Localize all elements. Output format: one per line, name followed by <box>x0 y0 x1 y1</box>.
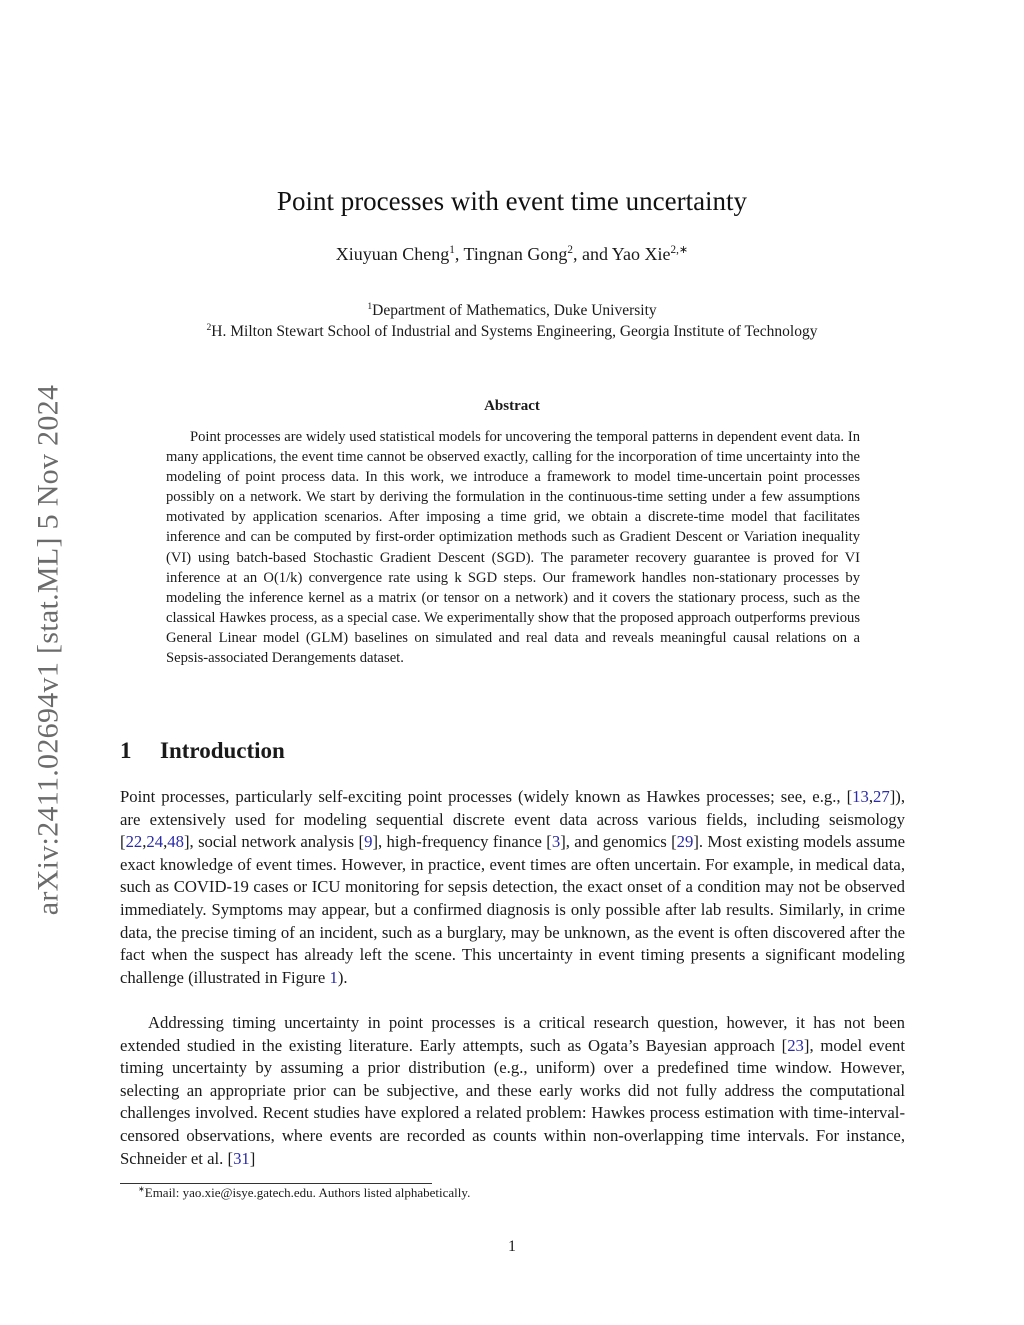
citation-link[interactable]: 3 <box>551 832 561 852</box>
citation-link[interactable]: 22 <box>125 832 143 852</box>
section-heading-introduction <box>120 738 285 764</box>
paragraph-text: , <box>163 832 168 852</box>
intro-paragraph-2 <box>120 1012 905 1170</box>
paragraph-text: Point processes, particularly self-exciting point processes (widely known as Hawkes processes; see, e.g., [ <box>120 787 853 806</box>
citation-link[interactable]: 1 <box>329 967 338 987</box>
abstract-body: Point processes are widely used statistical models for uncovering the temporal patterns in dependent event data. In many applications, the event time cannot be observed exactly, calling for the incorporation of time uncertainty into the modeling of point process data. In this work, we introduce a framework to model time-uncertain point processes possibly on a network. We start by deriving the formulation in the continuous-time setting under a few assumptions motivated by application scenarios. After imposing a time grid, we obtain a discrete-time model that facilitates inference and can be computed by first-order optimization methods such as Gradient Descent or Variation inequality (VI) using batch-based Stochastic Gradient Descent (SGD). The parameter recovery guarantee is proved for VI inference at an O(1/k) convergence rate using k SGD steps. Our framework handles non-stationary processes by modeling the inference kernel as a matrix (or tensor on a network) and it covers the stationary process, such as the classical Hawkes process, as a special case. We experimentally show that the proposed approach outperforms previous General Linear model (GLM) baselines on simulated and real data and reveals meaningful causal relations on a Sepsis-associated Derangements dataset. <box>166 429 860 667</box>
affiliation-text: H. Milton Stewart School of Industrial and Systems Engineering, Georgia Institute of Technology <box>211 323 818 340</box>
author-name: Xiuyuan Cheng <box>335 244 450 264</box>
section-title: Introduction <box>160 738 285 763</box>
page-number: 1 <box>508 1238 516 1255</box>
paragraph-text: ]), are extensively used for modeling sequential discrete event data across various fields, including seismology [ <box>120 787 905 852</box>
arxiv-identifier-sidebar <box>18 350 78 950</box>
affiliation-2 <box>0 323 1024 341</box>
paragraph-text: ] <box>249 1148 256 1168</box>
author-separator: , and <box>572 244 612 264</box>
arxiv-identifier: arXiv:2411.02694v1 [stat.ML] 5 Nov 2024 <box>31 384 65 916</box>
author-name: Tingnan Gong <box>463 244 568 264</box>
author-separator: , <box>454 244 464 264</box>
paragraph-text: ). <box>337 967 348 987</box>
author-list <box>0 244 1024 265</box>
affiliation-text: Department of Mathematics, Duke University <box>372 302 657 319</box>
citation-link[interactable]: 23 <box>787 1035 804 1055</box>
footnote <box>138 1185 470 1201</box>
paragraph-text: , <box>142 832 147 852</box>
affiliation-marker: 2 <box>206 321 212 333</box>
author-affiliation-marker: 2 <box>567 244 573 256</box>
paper-title: Point processes with event time uncertainty <box>276 186 748 216</box>
citation-link[interactable]: 24 <box>146 832 164 852</box>
author-name: Yao Xie <box>611 244 671 264</box>
section-number: 1 <box>120 738 132 763</box>
paragraph-text: ], social network analysis [ <box>183 832 365 852</box>
author-affiliation-marker: 2,∗ <box>670 244 689 256</box>
footnote-text: Email: yao.xie@isye.gatech.edu. Authors listed alphabetically. <box>144 1185 471 1200</box>
paragraph-text: , <box>868 787 874 806</box>
citation-link[interactable]: 9 <box>364 832 373 852</box>
paragraph-text: ], and genomics [ <box>560 832 677 852</box>
abstract-heading: Abstract <box>484 398 540 414</box>
paragraph-text: ], high-frequency finance [ <box>372 832 552 852</box>
citation-link[interactable]: 48 <box>167 832 184 852</box>
affiliation-1 <box>0 302 1024 320</box>
author-affiliation-marker: 1 <box>449 244 455 256</box>
citation-link[interactable]: 29 <box>676 832 694 852</box>
paragraph-text: ], model event timing uncertainty by assuming a prior distribution (e.g., uniform) over a predefined time window. However, selecting an appropriate prior can be subjective, and these early works did not fully address the computational challenges involved. Recent studies have explored a related problem: Hawkes process estimation with time-interval-censored observations, where events are recorded as counts within non-overlapping time intervals. For instance, Schneider et al. [ <box>120 1035 906 1168</box>
paragraph-text: ]. Most existing models assume exact knowledge of event times. However, in practice, event times are often uncertain. For example, in medical data, such as COVID-19 cases or ICU monitoring for sepsis detection, the exact onset of a condition may not be observed immediately. Symptoms may appear, but a confirmed diagnosis is only possible after lab results. Similarly, in crime data, the precise timing of an incident, such as a burglary, may be unknown, as the event is often discovered after the fact when the suspect has already left the scene. This uncertainty in event timing presents a significant modeling challenge (illustrated in Figure <box>120 832 906 987</box>
intro-paragraph-1 <box>120 786 905 989</box>
footnote-rule <box>120 1183 432 1184</box>
citation-link[interactable]: 31 <box>233 1148 250 1168</box>
paragraph-text: Addressing timing uncertainty in point processes is a critical research question, however, it has not been extended studied in the existing literature. Early attempts, such as Ogata’s Bayesian approach [ <box>120 1013 905 1055</box>
affiliation-marker: 1 <box>367 300 373 312</box>
footnote-mark: ∗ <box>138 1184 145 1194</box>
citation-link[interactable]: 13 <box>852 787 869 806</box>
citation-link[interactable]: 27 <box>873 787 890 806</box>
